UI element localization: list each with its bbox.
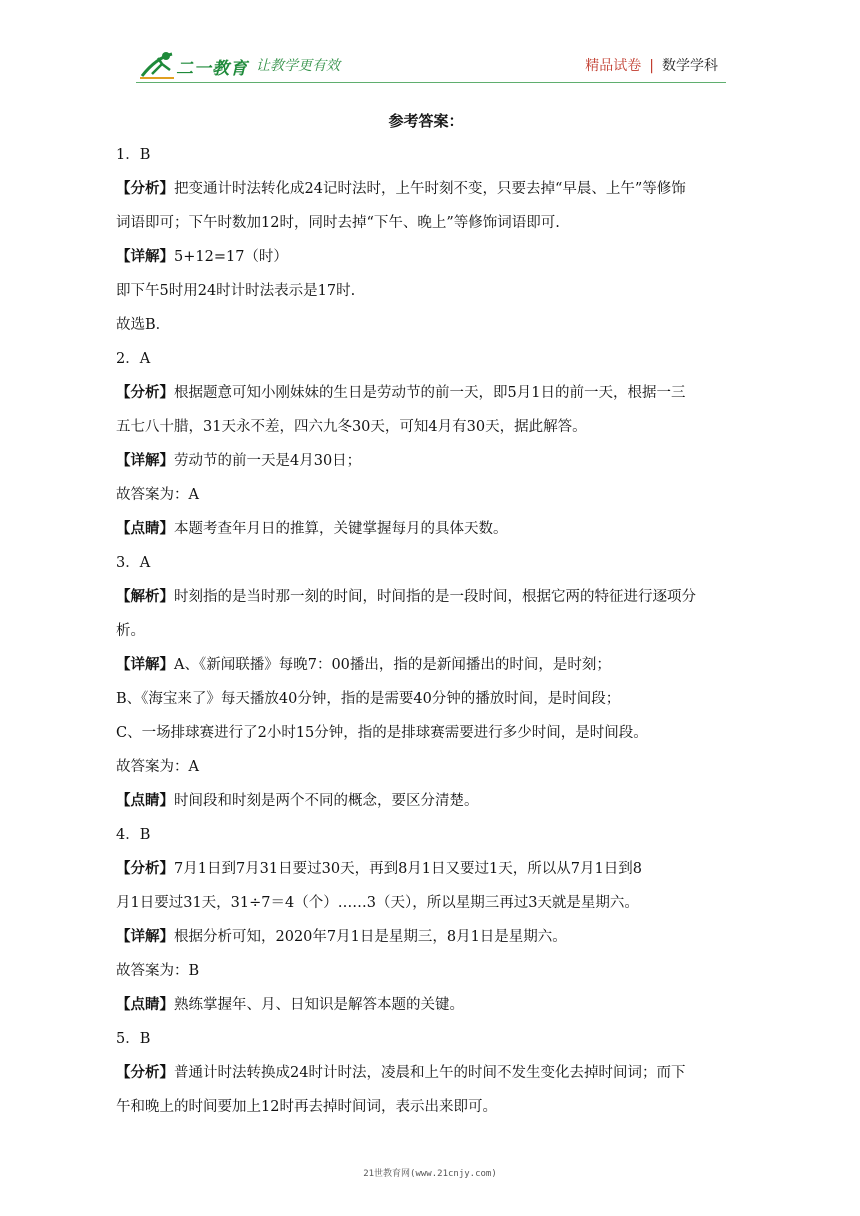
page-footer: 21世教育网(www.21cnjy.com)	[363, 1169, 497, 1179]
answer-line	[116, 138, 736, 172]
line-text: 时刻指的是当时那一刻的时间，时间指的是一段时间，根据它两的特征进行逐项分	[174, 589, 696, 605]
line-text: 午和晚上的时间要加上12时再去掉时间词，表示出来即可。	[116, 1099, 497, 1115]
answer-line	[116, 172, 736, 206]
line-text: 2．A	[116, 351, 151, 367]
line-text: 时间段和时刻是两个不同的概念，要区分清楚。	[174, 793, 479, 809]
answer-content	[116, 104, 736, 1124]
line-text: 析。	[116, 623, 145, 639]
section-tag: 【分析】	[116, 385, 174, 401]
page-header	[0, 0, 860, 90]
line-text: 故答案为：A	[116, 487, 199, 503]
section-tag: 【点睛】	[116, 997, 174, 1013]
answer-line	[116, 852, 736, 886]
answer-line	[116, 1022, 736, 1056]
section-tag: 【详解】	[116, 657, 174, 673]
answer-line	[116, 546, 736, 580]
line-text: 本题考查年月日的推算，关键掌握每月的具体天数。	[174, 521, 508, 537]
section-tag: 【分析】	[116, 861, 174, 877]
section-tag: 【点睛】	[116, 793, 174, 809]
answer-line	[116, 580, 736, 614]
section-tag: 【详解】	[116, 453, 174, 469]
line-text: 故答案为：B	[116, 963, 200, 979]
line-text: A、《新闻联播》每晚7：00播出，指的是新闻播出的时间，是时刻；	[174, 657, 611, 673]
line-text: 普通计时法转换成24时计时法，凌晨和上午的时间不发生变化去掉时间词；而下	[174, 1065, 686, 1081]
line-text: 根据分析可知，2020年7月1日是星期三，8月1日是星期六。	[174, 929, 567, 945]
line-text: B、《海宝来了》每天播放40分钟，指的是需要40分钟的播放时间，是时间段；	[116, 691, 621, 707]
answer-line	[116, 784, 736, 818]
header-tag-premium: 精品试卷	[585, 58, 642, 74]
line-text: 月1日要过31天，31÷7＝4（个）……3（天），所以星期三再过3天就是星期六。	[116, 895, 639, 911]
line-text: 五七八十腊，31天永不差，四六九冬30天，可知4月有30天，据此解答。	[116, 419, 587, 435]
section-tag: 【分析】	[116, 1065, 174, 1081]
line-text: 5+12=17（时）	[174, 249, 288, 265]
line-text: 故选B．	[116, 317, 171, 333]
line-text: 劳动节的前一天是4月30日；	[174, 453, 362, 469]
line-text: 根据题意可知小刚妹妹的生日是劳动节的前一天，即5月1日的前一天，根据一三	[174, 385, 686, 401]
answer-line	[116, 648, 736, 682]
answer-line	[116, 410, 736, 444]
answer-line	[116, 478, 736, 512]
line-text: C、一场排球赛进行了2小时15分钟，指的是排球赛需要进行多少时间，是时间段。	[116, 725, 648, 741]
section-tag: 【详解】	[116, 249, 174, 265]
answer-line	[116, 988, 736, 1022]
line-text: 即下午5时用24时计时法表示是17时.	[116, 283, 356, 299]
answer-line	[116, 444, 736, 478]
answer-line	[116, 274, 736, 308]
header-tag-subject: 数学学科	[662, 58, 718, 74]
logo-text: 二一教育	[176, 59, 248, 79]
section-tag: 【详解】	[116, 929, 174, 945]
header-divider	[136, 82, 726, 83]
line-text: 1．B	[116, 147, 151, 163]
answer-line	[116, 342, 736, 376]
answer-line	[116, 818, 736, 852]
line-text: 词语即可；下午时数加12时，同时去掉“下午、晚上”等修饰词语即可.	[116, 215, 560, 231]
answer-line	[116, 716, 736, 750]
section-tag: 【分析】	[116, 181, 174, 197]
answer-line	[116, 206, 736, 240]
answer-lines	[116, 138, 736, 1124]
answer-line	[116, 240, 736, 274]
answer-line	[116, 1090, 736, 1124]
line-text: 熟练掌握年、月、日知识是解答本题的关键。	[174, 997, 464, 1013]
page-title: 参考答案：	[388, 112, 464, 130]
header-tags	[585, 55, 718, 75]
answer-line	[116, 750, 736, 784]
line-text: 把变通计时法转化成24记时法时，上午时刻不变，只要去掉“早晨、上午”等修饰	[174, 181, 686, 197]
line-text: 4．B	[116, 827, 151, 843]
answer-line	[116, 954, 736, 988]
answer-line	[116, 886, 736, 920]
line-text: 5．B	[116, 1031, 151, 1047]
section-tag: 【点睛】	[116, 521, 174, 537]
line-text: 3．A	[116, 555, 151, 571]
line-text: 7月1日到7月31日要过30天，再到8月1日又要过1天，所以从7月1日到8	[174, 861, 642, 877]
answer-line	[116, 308, 736, 342]
answer-line	[116, 376, 736, 410]
answer-line	[116, 614, 736, 648]
section-tag: 【解析】	[116, 589, 174, 605]
answer-line	[116, 920, 736, 954]
answer-line	[116, 512, 736, 546]
line-text: 故答案为：A	[116, 759, 199, 775]
header-slogan: 让教学更有效	[256, 58, 340, 74]
answer-line	[116, 682, 736, 716]
header-separator: |	[649, 58, 654, 74]
answer-line	[116, 1056, 736, 1090]
